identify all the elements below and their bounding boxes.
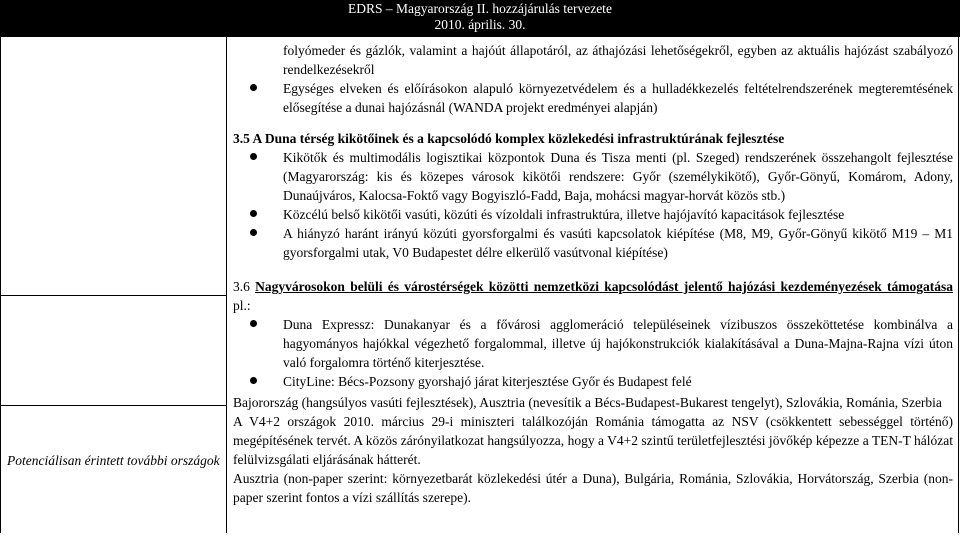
header-title: EDRS – Magyarország II. hozzájárulás tervezete	[348, 1, 612, 16]
list-item-text: Kikötők és multimodális logisztikai központok Duna és Tisza menti (pl. Szeged) rendszerének összehangolt fejlesztése (Magyarország: kis és közepes városok kikötői rendszere: Győr (személykikötő), Győr-Gönyű, Komárom, Adony, Dunaújváros, Kalocsa-Foktő vagy Bogyiszló-Fadd, Baja, mohácsi magyar-horvát közös stb.)	[283, 150, 953, 203]
document-header	[0, 0, 960, 37]
list-item	[233, 148, 953, 205]
bullet-icon	[250, 153, 257, 160]
list-item-text: CityLine: Bécs-Pozsony gyorshajó járat kiterjesztése Győr és Budapest felé	[283, 374, 692, 389]
right-border	[958, 37, 959, 533]
section-3-6-title: Nagyvárosokon belüli és várostérségek közötti nemzetközi kapcsolódást jelentő hajózási kezdeményezések támogatása	[255, 279, 954, 294]
intro-continuation	[233, 41, 953, 79]
section-3-5-heading: 3.5 A Duna térség kikötőinek és a kapcsolódó komplex közlekedési infrastruktúrának fejlesztése	[233, 131, 785, 146]
countries-paragraph: Ausztria (non-paper szerint: környezetbarát közlekedési útér a Duna), Bulgária, Románia, Szlovákia, Horvátország, Szerbia (non-paper szerint fontos a vízi szállítás szerepe).	[233, 471, 953, 505]
content-column	[233, 37, 953, 507]
list-item	[233, 315, 953, 372]
bullet-icon	[250, 229, 257, 236]
list-item	[233, 205, 953, 224]
countries-paragraph: Bajorország (hangsúlyos vasúti fejlesztések), Ausztria (nevesítik a Bécs-Budapest-Bukarest tengelyt), Szlovákia, Románia, Szerbia	[233, 395, 942, 410]
section-3-6-suffix: pl.:	[233, 298, 251, 313]
left-column-label: Potenciálisan érintett további országok	[7, 453, 220, 468]
header-date: 2010. április. 30.	[434, 17, 526, 32]
intro-bullet	[233, 79, 953, 117]
bullet-icon	[250, 210, 257, 217]
section-3-6-heading	[233, 277, 953, 315]
list-item-text: A hiányzó haránt irányú közúti gyorsforgalmi és vasúti kapcsolatok kiépítése (M8, M9, Győr-Gönyű kikötő M19 – M1 gyorsforgalmi utak, V0 Budapestet délre elkerülő vasútvonal kiépítése)	[283, 226, 953, 260]
document-table	[0, 36, 959, 537]
intro-bullet-text: Egységes elveken és előírásokon alapuló környezetvédelem és a hulladékkezelés feltételrendszerének megteremtésének elősegítése a dunai hajózásnál (WANDA projekt eredményei alapján)	[283, 81, 953, 115]
row-divider	[1, 405, 226, 406]
list-item	[233, 224, 953, 262]
bullet-icon	[250, 320, 257, 327]
section-3-6-number: 3.6	[233, 279, 250, 294]
bullet-icon	[250, 84, 257, 91]
list-item-text: Közcélú belső kikötői vasúti, közúti és vízoldali infrastruktúra, illetve hajójavító kapacitások fejlesztése	[283, 207, 845, 222]
intro-continuation-text: folyómeder és gázlók, valamint a hajóút állapotáról, az áthajózási lehetőségekről, egyben az aktuális hajózást szabályozó rendelkezésekről	[283, 43, 953, 77]
list-item	[233, 372, 953, 391]
bullet-icon	[250, 377, 257, 384]
list-item-text: Duna Expressz: Dunakanyar és a fővárosi agglomeráció településeinek vízibuszos összeköttetése kombinálva a hagyományos hajókkal végezhető forgalommal, illetve új hajókonstrukciók kialakításával a Duna-Majna-Rajna vízi úton való forgalomra történő kiterjesztése.	[283, 317, 953, 370]
left-column	[0, 37, 227, 533]
countries-paragraph: A V4+2 országok 2010. március 29-i miniszteri találkozóján Románia támogatta az NSV (csökkentett sebességgel történő) megépítésének tervét. A közös zárónyilatkozat hangsúlyozza, hogy a V4+2 szintű területfejlesztési jövőkép képezze a TEN-T hálózat felülvizsgálati eljárásának hátterét.	[233, 414, 953, 467]
row-divider	[1, 295, 226, 296]
